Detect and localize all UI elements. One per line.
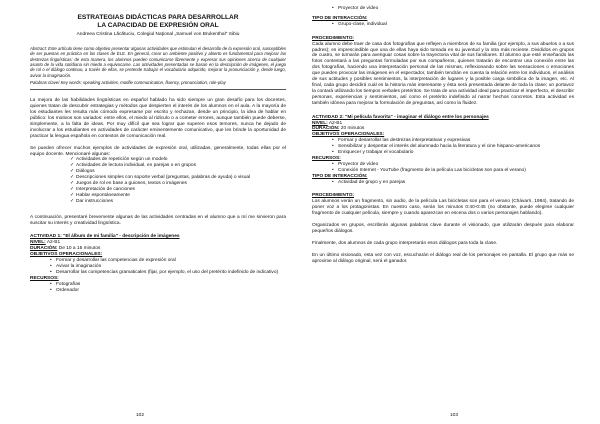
- activities-list: [30, 157, 286, 204]
- bullet-icon: •: [332, 161, 334, 167]
- check-icon: ✓: [70, 169, 75, 175]
- activity1-procedure-label: PROCEDIMIENTO:: [312, 35, 355, 41]
- separator-line: [30, 89, 286, 90]
- activity2-level: NIVEL: A2-B1: [312, 120, 343, 126]
- page-number: 103: [450, 413, 459, 418]
- activity1-level: NIVEL: A2-B1: [30, 240, 61, 246]
- list-item: • Fotografías: [50, 281, 81, 287]
- bullet-icon: •: [332, 21, 334, 27]
- list-item: • Sensibilizar y despertar el interés del alumnado hacia la literatura y el cine hispano-americanos: [332, 144, 541, 150]
- activity2-interaction-label: TIPO DE INTERACCIÓN:: [312, 173, 368, 179]
- paragraph-examples: Se pueden ofrecer muchos ejemplos de actividades de expresión oral, utilizadas, generalmente, todas ellas por el equipo docente. Mencionaré algunas:: [30, 145, 286, 157]
- activity2-objectives-list: [312, 138, 574, 156]
- bullet-icon: •: [50, 281, 52, 287]
- bullet-icon: •: [332, 6, 334, 11]
- list-item: • Proyector de vídeo: [332, 6, 379, 11]
- list-item: • Actividad de grupo y en parejas: [332, 179, 406, 185]
- activity2-procedure-last: En un último visionado, esta vez con voz, escucharán el diálogo real de los personajes en pantalla. El grupo que más se aproxime al diálogo original, será el ganador.: [312, 252, 574, 264]
- bullet-icon: •: [332, 179, 334, 185]
- abstract: Abstract: Este artículo tiene como objetivo presentar algunas actividades que estimulan el desarrollo de la expresión oral, susceptibles de ser puestas en práctica en las clases de ELE. En general, crear un ambiente positivo y abierto es fundamental para mejorar las destrezas lingüísticas: de esta manera, los alumnos pueden comunicarse libremente y expresar sus opiniones acerca de cualquier asunto de la vida cotidiana sin miedo a equivocarse. Las actividades presentadas se basan en la descripción de imágenes, el juego de rol o el diálogo continuo, a través de ellas, se pretende trabajar el vocabulario adquirido, mejorar la pronunciación y, desde luego, avivar la imaginación.: [30, 46, 286, 78]
- list-item: • Proyector de vídeo: [332, 161, 379, 167]
- keywords: Palabras clave/ Key words: speaking activities, motifie communication, fluency, pronunciation, role-play: [30, 79, 226, 85]
- list-item: • Conexión Internet - YouTube (fragmento de la película Las bicicletas son para el verano): [332, 167, 526, 173]
- check-icon: ✓: [70, 181, 75, 187]
- right-page: [300, 0, 600, 424]
- check-icon: ✓: [70, 198, 75, 204]
- article-title-line2: LA CAPACIDAD DE EXPRESIÓN ORAL: [97, 21, 219, 29]
- activity2-resources-label: RECURSOS:: [312, 155, 341, 161]
- list-item: ✓ Interpretación de canciones: [70, 186, 135, 192]
- activity1-procedure-text: Cada alumno debe traer de casa dos fotografías que reflejen a miembros de su familia (por ejemplo, a sus abuelos o a sus padres); es imprescindible que una de ellas haya sido tomada en su juventud y la otra más reciente. Divididos en grupos de cuatro, se turnarán para averiguar cosas sobre la trayectoria vital de sus familiares. El alumno que esté enseñando las fotos contestará a las preguntas formuladas por sus compañeros, quienes tratarán de encontrar una conexión entre las dos fotografías, haciendo una interpretación personal de las mismas, reflexionando sobre las sensaciones o emociones que pueden provocar las imágenes en el espectador, también tendrán en cuenta la relación entre los individuos, el análisis de sus actitudes y posibles sentimientos, la interpretación de lugares y la posible carga simbólica de la imagen, etc. Al final, cada grupo decidirá cuál es la historia más interesante y ésta será presentada delante de toda la clase; un portavoz la contará utilizando los tiempos verbales pretéritos. Se trata de una actividad ideal para practicar el imperfecto, el describir personas, experiencias y sentimientos, así como el pretérito indefinido al narrar hechos concretos. Esta actividad es también idónea para mejorar la formulación de preguntas, así como la fluidez.: [312, 41, 574, 106]
- check-icon: ✓: [70, 163, 75, 169]
- list-item: ✓ Dar instrucciones: [70, 198, 114, 204]
- check-icon: ✓: [70, 192, 75, 198]
- activity1-resources-label: RECURSOS:: [30, 275, 59, 281]
- bullet-icon: •: [332, 138, 334, 144]
- list-item: ✓ Actividades de lectura individual, en parejas o en grupos: [70, 163, 196, 169]
- list-item: ✓ Descripciones simples con soporte verbal (preguntas, palabras de ayuda) o visual: [70, 175, 251, 181]
- list-item: • Formar y desarrollar las destrezas interpretativas y expresivas: [332, 138, 471, 144]
- activity2-interaction-list: [312, 180, 574, 186]
- bullet-icon: •: [50, 287, 52, 293]
- list-item: ✓ Juegos de rol en base a guiones, textos o imágenes: [70, 181, 187, 187]
- activity1-interaction-list: [312, 22, 574, 28]
- list-item: • Avivar la imaginación: [50, 264, 102, 270]
- list-item: ✓ Actividades de repetición según un modelo: [70, 157, 168, 163]
- bullet-icon: •: [50, 258, 52, 264]
- activity2-title: ACTIVIDAD 2: "Mi película favorita" - imaginar el diálogo entre los personajes: [312, 114, 489, 120]
- activity2-procedure-text: Los alumnos verán un fragmento, sin audio, de la película Las bicicletas son para el verano (Chávarri, 1984), tratando de poner voz a los protagonistas. En nuestro caso, serán los minutos 0:40-0:45 (no obstante, puede elegirse cualquier fragmento de cualquier película, siempre y cuando aparezcan en escena dos o varios personajes hablando).: [312, 199, 574, 217]
- article-title-line1: ESTRATEGIAS DIDÁCTICAS PARA DESARROLLAR: [77, 14, 239, 21]
- paragraph-continuation: A continuación, presentaré brevemente algunas de las actividades centradas en el alumno que a mí me sirvieron para suscitar su interés y creatividad lingüística.: [30, 214, 286, 226]
- authors: Andreea Cristina Lăcătuciu, Colegiul Naţional „Samuel von Brukenthal" Sibiu: [76, 32, 240, 38]
- bullet-icon: •: [332, 144, 334, 150]
- list-item: • Formar y desarrollar las competencias de expresión oral: [50, 258, 176, 264]
- activity1-duration: DURACIÓN: De 10 a 15 minutos: [30, 246, 101, 252]
- list-item: • Ordenador: [50, 287, 79, 293]
- bullet-icon: •: [50, 264, 52, 270]
- page-number: 102: [136, 413, 145, 418]
- bullet-icon: •: [332, 167, 334, 173]
- activity2-procedure-final: Finalmente, dos alumnos de cada grupo interpretarán esos diálogos para toda la clase.: [312, 240, 498, 246]
- list-item: ✓ Hablar espontáneamente: [70, 192, 130, 198]
- activity2-duration: DURACIÓN: 20 minutos: [312, 126, 365, 132]
- list-item: ✓ Diálogos: [70, 169, 95, 175]
- list-item: • Enriquecer y trabajar el vocabulario: [332, 150, 414, 156]
- activity2-procedure-label: PROCEDIMIENTO:: [312, 193, 355, 199]
- paragraph-intro: La mejora de las habilidades lingüísticas en español hablado ha sido siempre un gran desafío para los docentes, quienes tratan de descubrir estrategias y métodos que despierten el interés de los alumnos en el aula. A la mayoría de los estudiantes les resulta más cómodo expresarse por escrito y rechazan, desde un principio, la idea de hablar en público: los motivos son variados: entre ellos, el miedo al ridículo o a cometer errores, aunque también puede deberse, simplemente, a la falta de ideas. Por muy difícil que sea lograr que superen esos temores, nunca he dejado de involucrar a los estudiantes en actividades de carácter eminentemente comunicativo, que les brinde la oportunidad de practicar la lengua española en contextos de comunicación real.: [30, 98, 286, 139]
- list-item: • Grupo-clase, individual: [332, 21, 387, 27]
- activity2-resources-list: [312, 162, 574, 174]
- activity1-resources-list: [30, 282, 286, 294]
- activity2-procedure-groups: Organizados en grupos, escribirán algunas palabras clave durante el visionado, que utilizarán después para elaborar pequeños diálogos.: [312, 223, 574, 234]
- bullet-icon: •: [332, 150, 334, 156]
- activity1-interaction-label: TIPO DE INTERACCIÓN:: [312, 15, 368, 21]
- activity1-resources-continued: [312, 6, 574, 12]
- activity2-objectives-label: OBJETIVOS OPERACIONALES:: [312, 132, 385, 138]
- activity1-title: ACTIVIDAD 1: "El álbum de mi familia" - descripción de imágenes: [30, 234, 180, 240]
- bullet-icon: •: [50, 269, 52, 275]
- check-icon: ✓: [70, 157, 75, 163]
- check-icon: ✓: [70, 186, 75, 192]
- activity1-objectives-label: OBJETIVOS OPERACIONALES:: [30, 252, 103, 258]
- list-item: • Desarrollar las competencias gramaticales (fijar, por ejemplo, el uso del pretérito indefinido de indicativo): [50, 269, 279, 275]
- activity1-objectives-list: [30, 258, 286, 276]
- check-icon: ✓: [70, 175, 75, 181]
